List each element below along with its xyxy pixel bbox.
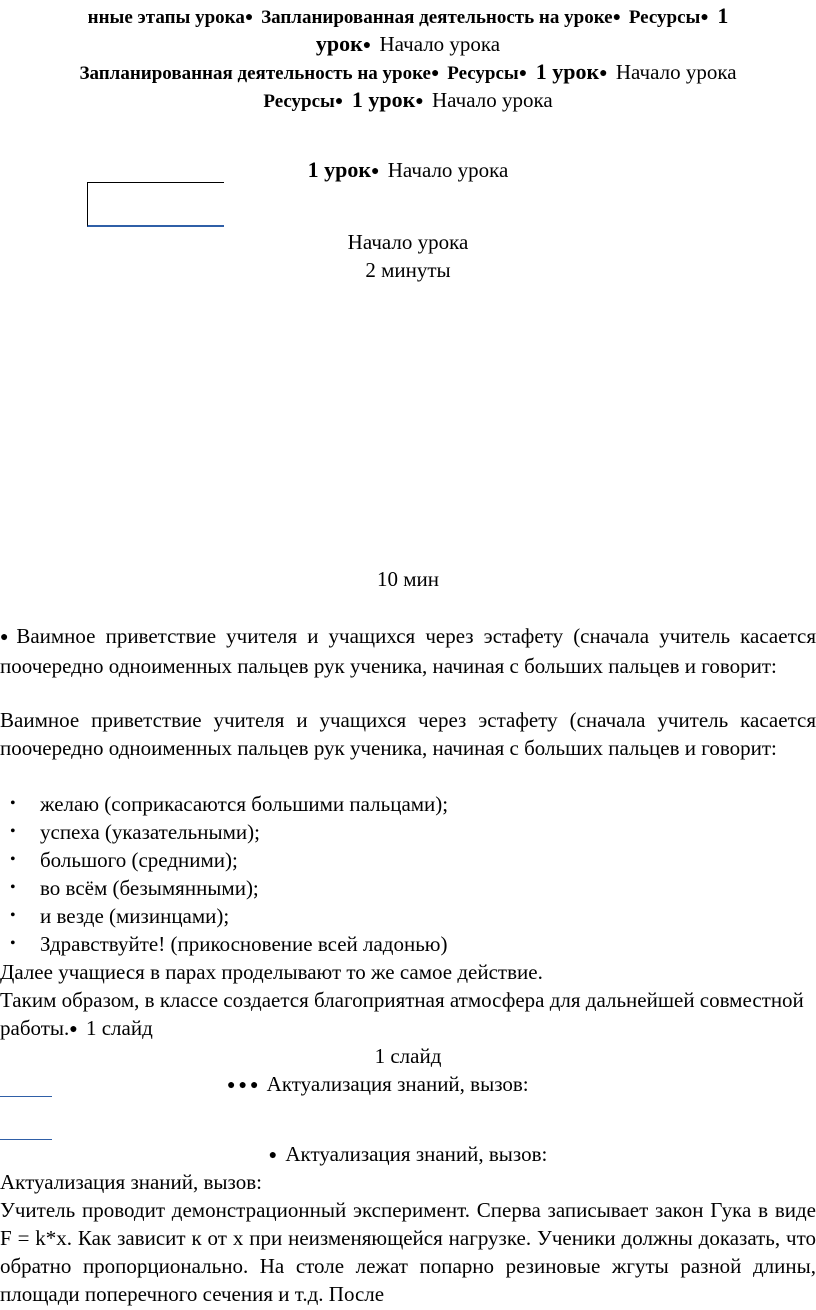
header-resources-text-2: ● Ресурсы [431,63,519,84]
summary-paragraph [0,986,816,1044]
header-lesson-2: ● 1 урок [519,59,599,84]
actualization-heading-2 [0,1140,816,1170]
header-lesson-start-3: ● Начало урока [415,88,552,112]
header-resources-text: ● Ресурсы [613,7,701,28]
header-lesson-word: урок [315,31,363,56]
underline-mark [0,1096,52,1097]
header-lesson-number: ● 1 [700,3,728,28]
greeting-word-list [0,790,816,958]
header-activity-text: ● Запланированная деятельность на уроке [245,7,613,28]
list-item: • во всём (безымянными); [0,874,816,902]
header-stages-text: нные этапы урока [87,7,245,28]
actualization-heading-3: Актуализация знаний, вызов: [0,1170,262,1194]
greeting-lead-paragraph [0,622,816,680]
header-activity-text-2: Запланированная деятельность на уроке [79,63,431,84]
header-lesson-3: ● 1 урок [335,87,415,112]
actualization-heading-1 [227,1070,529,1100]
stage-greeting-duration: 10 мин [376,567,439,591]
slide-inline-text: ● 1 слайд [69,1016,153,1040]
list-item: • успеха (указательными); [0,818,816,846]
list-item: • Здравствуйте! (прикосновение всей ладонью) [0,930,816,958]
stage-start-duration: 2 минуты [365,258,451,282]
list-item: • и везде (мизинцами); [0,902,816,930]
list-item: • желаю (соприкасаются большими пальцами); [0,790,816,818]
list-item: • большого (средними); [0,846,816,874]
header-line-2 [0,30,816,61]
header-lesson-start: ● Начало урока [363,32,500,56]
greeting-paragraph: Ваимное приветствие учителя и учащихся через эстафету (сначала учитель касается поочередно одноименных пальцев рук ученика, начиная с больших пальцев и говорит: [0,708,816,760]
actualization-heading-text-2: ● Актуализация знаний, вызов: [269,1142,548,1166]
summary-text: Таким образом, в классе создается благоприятная атмосфера для дальнейшей совместной работы. [0,988,804,1040]
greeting-lead-text: ● Ваимное приветствие учителя и учащихся через эстафету (сначала учитель касается поочередно одноименных пальцев рук ученика, начиная с больших пальцев и говорит: [0,624,816,678]
actualization-heading-text: ● Актуализация знаний, вызов: [250,1072,529,1096]
bullet-dot-icon [227,1072,238,1096]
lesson-start-text: ● Начало урока [371,158,508,182]
header-line-1 [0,2,816,32]
header-resources-text-3: Ресурсы [263,91,335,112]
empty-frame [87,182,224,227]
bullet-dot-icon [238,1072,249,1096]
stage-start-label: Начало урока [347,230,469,254]
lesson-number-bold: 1 урок [307,157,372,182]
header-line-3 [0,58,816,89]
experiment-paragraph: Учитель проводит демонстрационный эксперимент. Сперва записывает закон Гука в виде F = k*x. Как зависит к от х при неизменяющейся нагрузке. Ученики должны доказать, что обратно пропорционально. На столе лежат попарно резиновые жгуты разной длины, площади поперечного сечения и т.д. После [0,1198,816,1306]
pairs-paragraph: Далее учащиеся в парах проделывают то же самое действие. [0,960,543,984]
header-line-4 [0,86,816,117]
slide-label: 1 слайд [374,1044,442,1068]
header-lesson-start-2: ● Начало урока [599,60,736,84]
